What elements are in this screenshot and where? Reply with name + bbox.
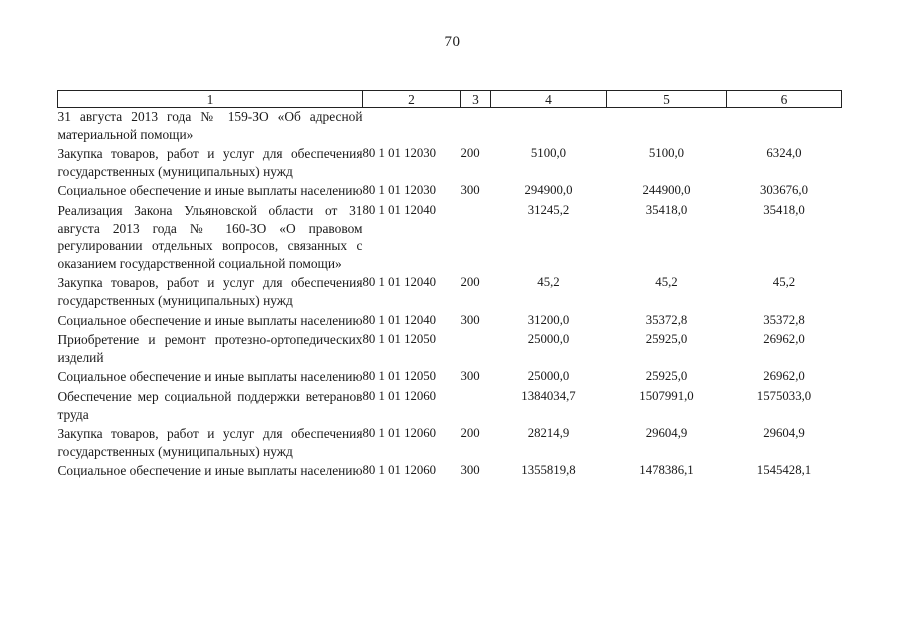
row-value-col4 bbox=[491, 108, 607, 146]
row-code: 80 1 01 12060 bbox=[362, 426, 437, 441]
row-value-col5 bbox=[607, 108, 727, 146]
row-expense-type: 300 bbox=[460, 463, 480, 478]
table-row bbox=[58, 145, 842, 182]
row-code bbox=[363, 108, 461, 146]
row-expense-type bbox=[461, 108, 491, 146]
row-value-col4: 25000,0 bbox=[527, 369, 570, 384]
table-body bbox=[58, 108, 842, 482]
row-value-col4: 1384034,7 bbox=[521, 388, 576, 403]
table-row bbox=[58, 425, 842, 462]
row-value-col6: 29604,9 bbox=[763, 426, 805, 441]
table-row bbox=[58, 331, 842, 368]
row-name: Социальное обеспечение и иные выплаты населению bbox=[57, 183, 363, 199]
row-code: 80 1 01 12060 bbox=[362, 463, 437, 478]
row-value-col5: 244900,0 bbox=[642, 183, 691, 198]
row-value-col6: 1545428,1 bbox=[756, 463, 812, 478]
row-value-col6: 35418,0 bbox=[763, 202, 805, 217]
header-col-2: 2 bbox=[363, 91, 461, 108]
table-row bbox=[58, 388, 842, 425]
table-row bbox=[58, 274, 842, 311]
header-col-3: 3 bbox=[461, 91, 491, 108]
row-expense-type bbox=[461, 202, 491, 274]
row-value-col4: 28214,9 bbox=[527, 426, 570, 441]
row-expense-type: 200 bbox=[460, 426, 480, 441]
row-value-col6: 35372,8 bbox=[763, 312, 805, 327]
row-name: Реализация Закона Ульяновской области от 31 августа 2013 года № 160-ЗО «О правовом регулировании отдельных вопросов, связанных с оказанием государственной социальной помощи» bbox=[57, 202, 363, 271]
row-name: Социальное обеспечение и иные выплаты населению bbox=[57, 312, 363, 328]
header-col-4: 4 bbox=[491, 91, 607, 108]
header-col-6: 6 bbox=[727, 91, 842, 108]
row-name: Социальное обеспечение и иные выплаты населению bbox=[57, 463, 363, 479]
row-name: Приобретение и ремонт протезно-ортопедических изделий bbox=[57, 332, 363, 365]
table-row bbox=[58, 202, 842, 274]
row-code: 80 1 01 12040 bbox=[362, 275, 437, 290]
row-code: 80 1 01 12040 bbox=[362, 202, 437, 217]
table-row bbox=[58, 368, 842, 388]
page-number: 70 bbox=[444, 34, 461, 50]
row-code: 80 1 01 12050 bbox=[362, 332, 437, 347]
row-code: 80 1 01 12040 bbox=[362, 312, 437, 327]
table-row bbox=[58, 182, 842, 202]
table-row bbox=[58, 462, 842, 482]
row-value-col4: 31200,0 bbox=[527, 312, 570, 327]
row-value-col6: 6324,0 bbox=[766, 146, 802, 161]
row-value-col4: 1355819,8 bbox=[521, 463, 576, 478]
row-name: Закупка товаров, работ и услуг для обеспечения государственных (муниципальных) нужд bbox=[57, 146, 363, 179]
row-value-col6: 45,2 bbox=[772, 275, 796, 290]
row-name: Социальное обеспечение и иные выплаты населению bbox=[57, 369, 363, 385]
row-value-col5: 45,2 bbox=[655, 275, 678, 290]
header-col-5: 5 bbox=[607, 91, 727, 108]
row-value-col5: 25925,0 bbox=[645, 332, 688, 347]
row-value-col5: 1507991,0 bbox=[639, 388, 694, 403]
row-expense-type: 200 bbox=[460, 275, 480, 290]
row-expense-type: 200 bbox=[460, 146, 480, 161]
row-value-col6: 26962,0 bbox=[763, 332, 805, 347]
row-name: Закупка товаров, работ и услуг для обеспечения государственных (муниципальных) нужд bbox=[57, 426, 363, 459]
row-value-col4: 5100,0 bbox=[530, 146, 567, 161]
row-name: Обеспечение мер социальной поддержки ветеранов труда bbox=[57, 388, 363, 422]
table-row bbox=[58, 312, 842, 332]
row-value-col6 bbox=[727, 108, 842, 146]
row-code: 80 1 01 12050 bbox=[362, 369, 437, 384]
row-value-col5: 35418,0 bbox=[645, 202, 688, 217]
row-value-col4: 45,2 bbox=[537, 275, 560, 290]
row-value-col5: 35372,8 bbox=[645, 312, 688, 327]
row-expense-type: 300 bbox=[460, 369, 480, 384]
row-value-col5: 1478386,1 bbox=[639, 463, 694, 478]
row-value-col6: 26962,0 bbox=[763, 369, 805, 384]
table-header bbox=[58, 91, 842, 108]
table-row bbox=[58, 108, 842, 146]
row-name: 31 августа 2013 года № 159-ЗО «Об адресной материальной помощи» bbox=[57, 109, 363, 142]
row-expense-type: 300 bbox=[460, 183, 480, 198]
row-code: 80 1 01 12030 bbox=[362, 146, 437, 161]
budget-table bbox=[57, 90, 842, 482]
row-value-col5: 5100,0 bbox=[648, 146, 685, 161]
row-expense-type: 300 bbox=[460, 312, 480, 327]
row-code: 80 1 01 12030 bbox=[362, 183, 437, 198]
row-value-col6: 1575033,0 bbox=[756, 388, 812, 403]
row-value-col4: 25000,0 bbox=[527, 332, 570, 347]
row-value-col6: 303676,0 bbox=[760, 183, 808, 198]
header-row bbox=[58, 91, 842, 108]
row-value-col4: 31245,2 bbox=[527, 202, 570, 217]
header-col-1: 1 bbox=[58, 91, 363, 108]
row-code: 80 1 01 12060 bbox=[362, 388, 437, 403]
row-value-col4: 294900,0 bbox=[524, 183, 573, 198]
row-name: Закупка товаров, работ и услуг для обеспечения государственных (муниципальных) нужд bbox=[57, 275, 363, 308]
row-value-col5: 25925,0 bbox=[645, 369, 688, 384]
row-expense-type bbox=[461, 331, 491, 368]
row-expense-type bbox=[461, 388, 491, 425]
row-value-col5: 29604,9 bbox=[645, 426, 688, 441]
